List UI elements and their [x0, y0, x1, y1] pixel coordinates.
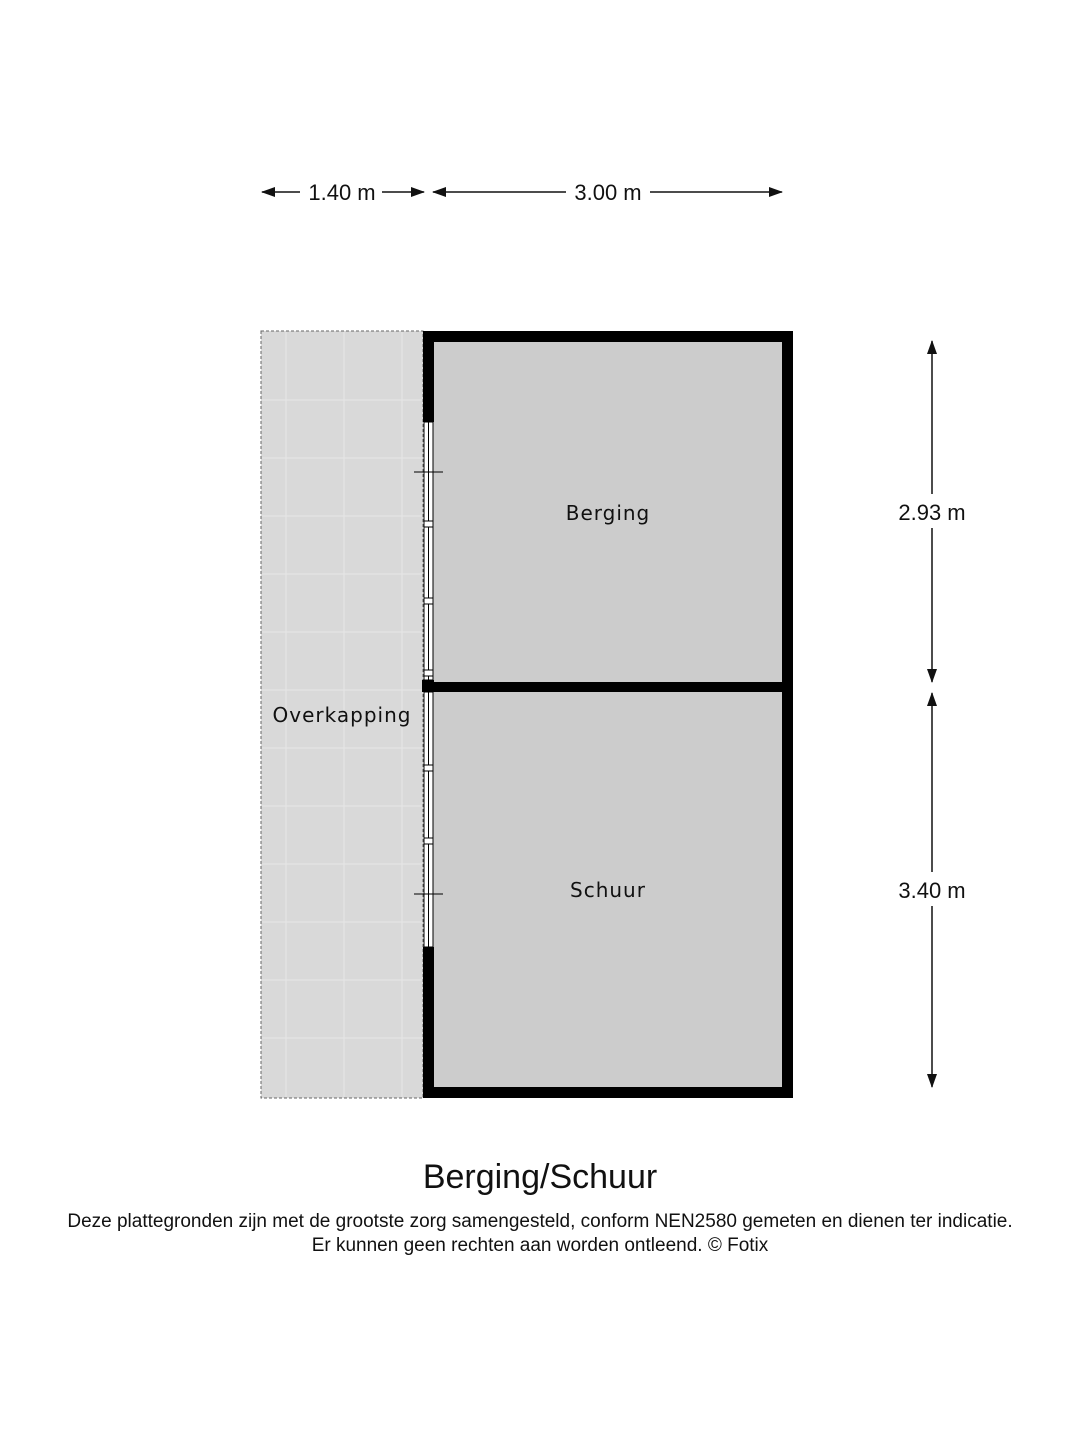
- dimension-label-1-40: 1.40 m: [308, 180, 376, 205]
- disclaimer-line-2: Er kunnen geen rechten aan worden ontleend. © Fotix: [311, 1235, 769, 1256]
- room-label-berging: Berging: [565, 501, 651, 525]
- plan-title: Berging/Schuur: [422, 1158, 658, 1196]
- dimension-label-3-00: 3.00 m: [574, 180, 642, 205]
- dimension-label-3-40: 3.40 m: [898, 878, 966, 903]
- dimension-label-2-93: 2.93 m: [898, 500, 966, 525]
- room-label-schuur: Schuur: [570, 878, 646, 902]
- room-label-overkapping: Overkapping: [272, 703, 412, 727]
- disclaimer-line-1: Deze plattegronden zijn met de grootste zorg samengesteld, conform NEN2580 gemeten en dienen ter indicatie.: [67, 1211, 1013, 1232]
